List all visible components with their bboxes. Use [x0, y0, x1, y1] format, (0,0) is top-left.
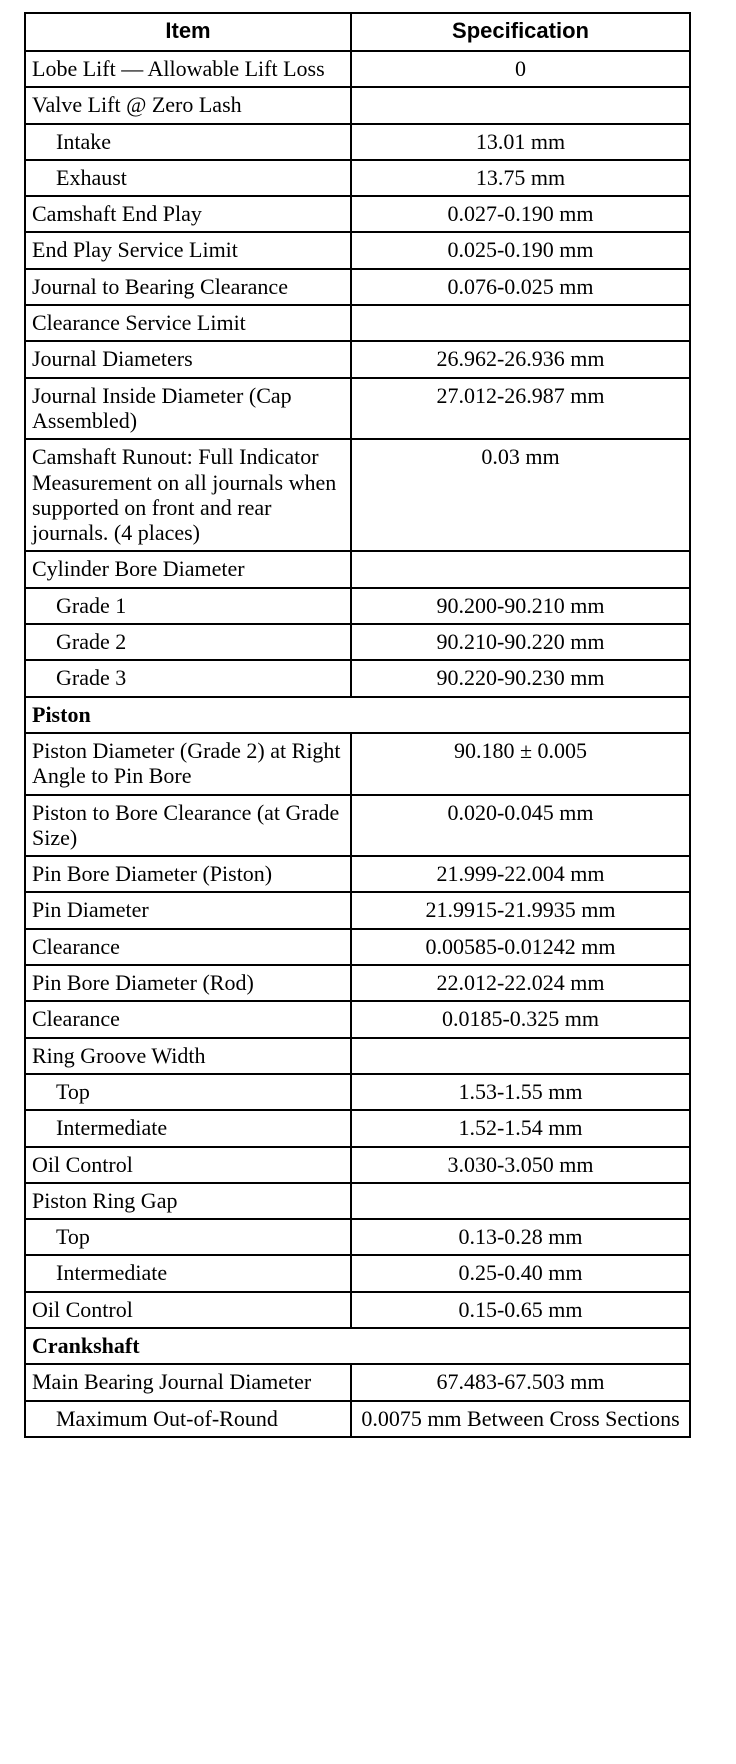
spec-cell: 90.180 ± 0.005: [351, 733, 690, 795]
spec-cell: 0.15-0.65 mm: [351, 1292, 690, 1328]
item-group-label: Cylinder Bore Diameter: [32, 556, 245, 582]
table-row: [25, 733, 690, 795]
spec-cell: 3.030-3.050 mm: [351, 1147, 690, 1183]
subitem-label: Top: [56, 1078, 90, 1104]
table-row: [25, 892, 690, 928]
table-row: [25, 1292, 690, 1328]
item-cell: [25, 795, 351, 857]
spec-cell: [351, 87, 690, 123]
item-cell: [25, 1147, 351, 1183]
subitem-cell: [25, 624, 351, 660]
section-title: Piston: [25, 697, 690, 733]
item-cell: [25, 1292, 351, 1328]
item-label: Camshaft Runout: Full Indicator Measurement on all journals when supported on front and rear journals. (4 places): [32, 444, 337, 546]
spec-cell: [351, 1183, 690, 1219]
item-label: Clearance: [32, 933, 120, 959]
table-subrow: [25, 124, 690, 160]
spec-cell: [351, 551, 690, 587]
header-specification: Specification: [351, 13, 690, 51]
subitem-cell: [25, 124, 351, 160]
subitem-label: Grade 1: [56, 592, 127, 618]
item-cell: [25, 551, 351, 587]
item-cell: [25, 232, 351, 268]
spec-cell: [351, 1038, 690, 1074]
subitem-cell: [25, 660, 351, 696]
section-row: [25, 697, 690, 733]
item-label: Pin Diameter: [32, 897, 149, 923]
table-subrow: [25, 624, 690, 660]
table-body: [25, 51, 690, 1437]
table-row: [25, 1183, 690, 1219]
spec-cell: 0.020-0.045 mm: [351, 795, 690, 857]
subitem-cell: [25, 588, 351, 624]
subitem-cell: [25, 1110, 351, 1146]
subitem-cell: [25, 1255, 351, 1291]
table-subrow: [25, 160, 690, 196]
spec-cell: 0.076-0.025 mm: [351, 269, 690, 305]
item-label: Piston to Bore Clearance (at Grade Size): [32, 799, 340, 850]
subspec-cell: 13.75 mm: [351, 160, 690, 196]
subitem-cell: [25, 1074, 351, 1110]
table-row: [25, 856, 690, 892]
item-cell: [25, 1038, 351, 1074]
table-subrow: [25, 1110, 690, 1146]
spec-cell: 21.999-22.004 mm: [351, 856, 690, 892]
item-label: Piston Diameter (Grade 2) at Right Angle to Pin Bore: [32, 737, 341, 789]
table-row: [25, 196, 690, 232]
table-row: [25, 795, 690, 857]
table-row: [25, 51, 690, 87]
subspec-cell: 0.25-0.40 mm: [351, 1255, 690, 1291]
item-label: Main Bearing Journal Diameter: [32, 1369, 312, 1395]
item-cell: [25, 341, 351, 377]
table-subrow: [25, 1219, 690, 1255]
item-cell: [25, 87, 351, 123]
table-row: [25, 87, 690, 123]
subspec-cell: 1.52-1.54 mm: [351, 1110, 690, 1146]
item-label: Lobe Lift — Allowable Lift Loss: [32, 56, 325, 81]
spec-cell: 0.0075 mm Between Cross Sections: [351, 1401, 690, 1437]
item-label: Clearance Service Limit: [32, 310, 246, 336]
subitem-label: Exhaust: [56, 164, 127, 190]
section-row: [25, 1328, 690, 1364]
item-cell: [25, 1001, 351, 1037]
spec-cell: 21.9915-21.9935 mm: [351, 892, 690, 928]
item-cell: [25, 856, 351, 892]
item-label: Oil Control: [32, 1151, 133, 1177]
item-label: Journal Inside Diameter (Cap Assembled): [32, 382, 292, 433]
subitem-cell: [25, 1219, 351, 1255]
subspec-cell: 13.01 mm: [351, 124, 690, 160]
spec-cell: 22.012-22.024 mm: [351, 965, 690, 1001]
item-group-label: Piston Ring Gap: [32, 1187, 178, 1213]
item-cell: [25, 305, 351, 341]
table-subrow: [25, 1255, 690, 1291]
subitem-label: Intermediate: [56, 1260, 168, 1286]
item-cell: [25, 1364, 351, 1400]
item-label: Clearance: [32, 1006, 120, 1032]
table-subrow: [25, 588, 690, 624]
table-row: [25, 378, 690, 440]
item-label: Pin Bore Diameter (Piston): [32, 861, 273, 887]
table-subrow: [25, 660, 690, 696]
item-cell: [25, 1183, 351, 1219]
table-row: [25, 1001, 690, 1037]
spec-cell: 0.025-0.190 mm: [351, 232, 690, 268]
specification-table: [24, 12, 691, 1438]
subspec-cell: 1.53-1.55 mm: [351, 1074, 690, 1110]
item-label: Camshaft End Play: [32, 201, 202, 227]
table-row: [25, 965, 690, 1001]
table-row: [25, 232, 690, 268]
table-row: [25, 1364, 690, 1400]
item-group-label: Ring Groove Width: [32, 1042, 206, 1068]
table-row: [25, 1401, 690, 1437]
table-row: [25, 551, 690, 587]
subitem-label: Intake: [56, 128, 111, 154]
header-item: Item: [25, 13, 351, 51]
subitem-label: Grade 2: [56, 629, 127, 655]
item-cell: [25, 733, 351, 795]
item-label: Oil Control: [32, 1296, 133, 1322]
spec-cell: 27.012-26.987 mm: [351, 378, 690, 440]
subspec-cell: 90.210-90.220 mm: [351, 624, 690, 660]
table-subrow: [25, 1074, 690, 1110]
item-group-label: Valve Lift @ Zero Lash: [32, 92, 242, 118]
item-cell: [25, 929, 351, 965]
spec-cell: 26.962-26.936 mm: [351, 341, 690, 377]
item-cell: [25, 51, 351, 87]
spec-cell: [351, 305, 690, 341]
subspec-cell: 90.220-90.230 mm: [351, 660, 690, 696]
spec-cell: 0.027-0.190 mm: [351, 196, 690, 232]
item-cell: [25, 439, 351, 551]
subitem-label: Grade 3: [56, 665, 127, 691]
item-cell: [25, 196, 351, 232]
item-label: End Play Service Limit: [32, 237, 238, 263]
spec-cell: 0.0185-0.325 mm: [351, 1001, 690, 1037]
item-cell: [25, 965, 351, 1001]
table-row: [25, 305, 690, 341]
spec-cell: 0.00585-0.01242 mm: [351, 929, 690, 965]
section-title: Crankshaft: [25, 1328, 690, 1364]
item-cell: [25, 378, 351, 440]
spec-cell: 0.03 mm: [351, 439, 690, 551]
table-row: [25, 269, 690, 305]
table-header-row: [25, 13, 690, 51]
subspec-cell: 0.13-0.28 mm: [351, 1219, 690, 1255]
item-label: Maximum Out-of-Round: [56, 1405, 278, 1431]
table-row: [25, 1147, 690, 1183]
spec-cell: 0: [351, 51, 690, 87]
table-row: [25, 341, 690, 377]
spec-cell: 67.483-67.503 mm: [351, 1364, 690, 1400]
subitem-label: Intermediate: [56, 1115, 168, 1141]
item-cell: [25, 1401, 351, 1437]
item-label: Journal Diameters: [32, 346, 193, 372]
table-row: [25, 1038, 690, 1074]
item-cell: [25, 892, 351, 928]
table-row: [25, 439, 690, 551]
table-row: [25, 929, 690, 965]
subitem-label: Top: [56, 1224, 90, 1250]
item-label: Journal to Bearing Clearance: [32, 273, 288, 299]
item-cell: [25, 269, 351, 305]
subitem-cell: [25, 160, 351, 196]
item-label: Pin Bore Diameter (Rod): [32, 970, 254, 996]
subspec-cell: 90.200-90.210 mm: [351, 588, 690, 624]
